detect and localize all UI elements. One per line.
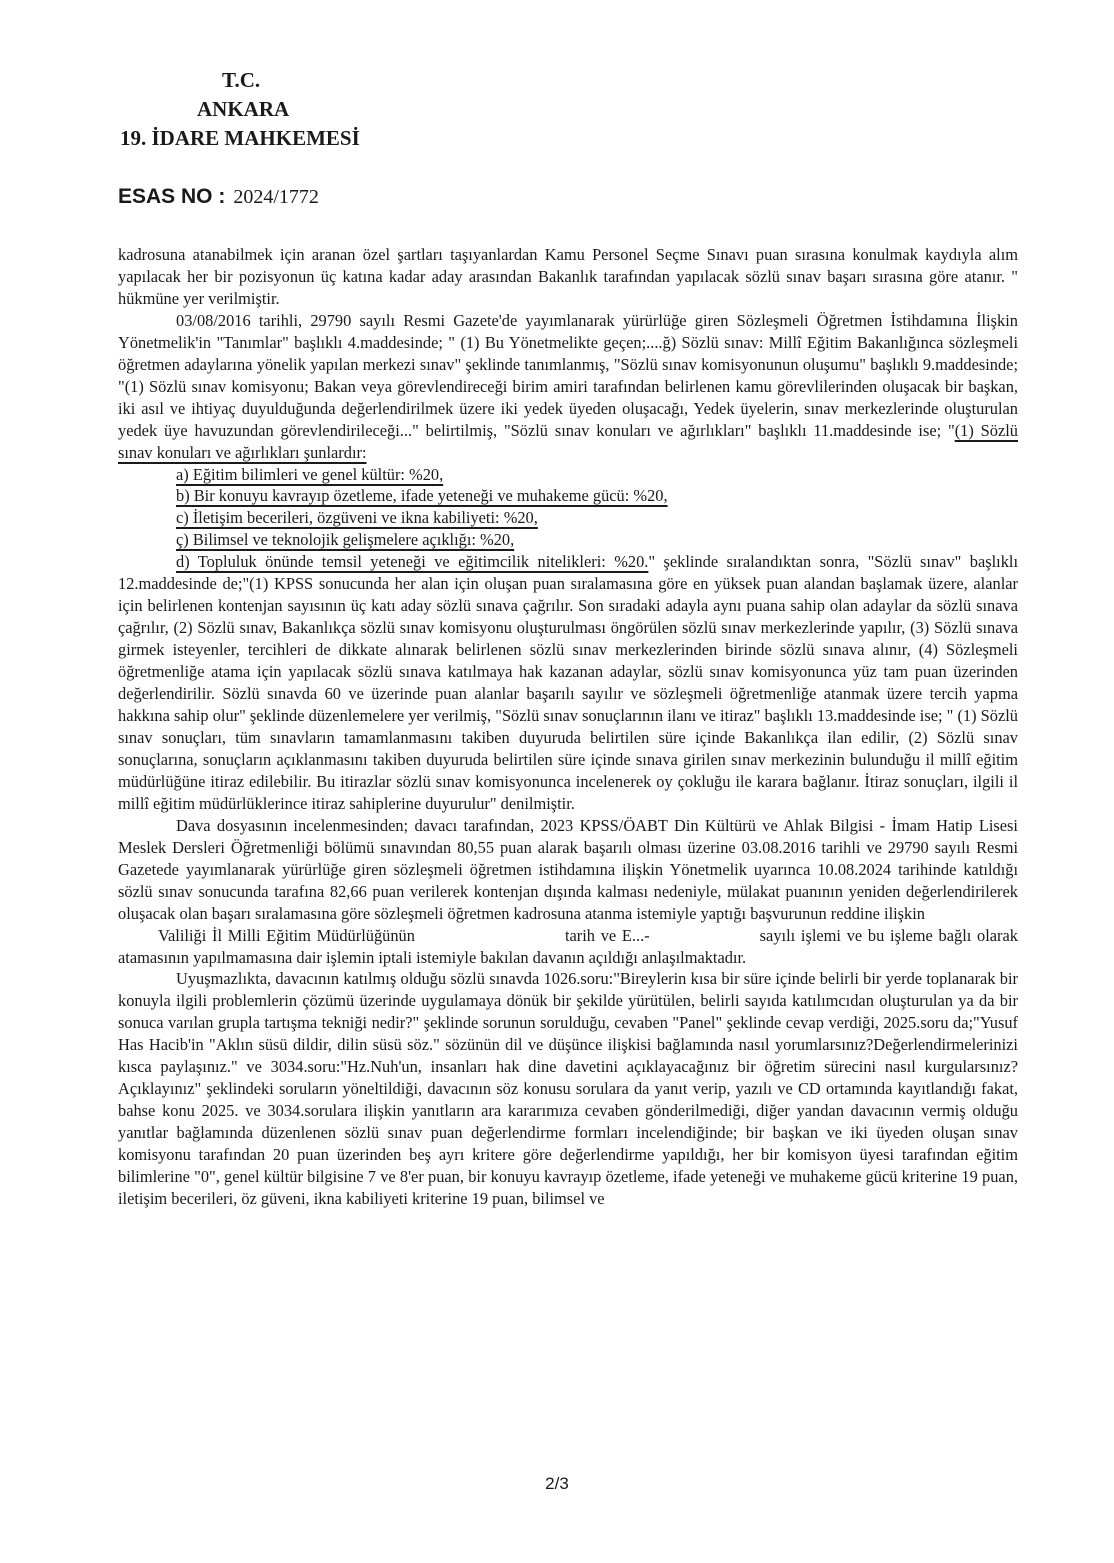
header-tc: T.C. bbox=[222, 68, 261, 92]
case-number-label: ESAS NO : bbox=[118, 185, 226, 208]
paragraph-3-continued: Valiliği İl Milli Eğitim Müdürlüğünün tarih ve E...- sayılı işlemi ve bu işleme bağlı olarak atamasının yapılmamasına dair işlemin iptali istemiyle bakılan davanın açıldığı anlaşılmaktadır. bbox=[118, 925, 1018, 967]
redacted-authority: Valiliği İl Milli Eğitim Müdürlüğünün bbox=[158, 925, 415, 945]
header-court-name: 19. İDARE MAHKEMESİ bbox=[120, 126, 360, 150]
case-number-line bbox=[118, 185, 319, 209]
criteria-item-b: b) Bir konuyu kavrayıp özetleme, ifade yeteneği ve muhakeme gücü: %20, bbox=[176, 486, 668, 506]
page-number: 2/3 bbox=[545, 1474, 569, 1493]
criteria-item-d-paragraph bbox=[118, 551, 1018, 814]
document-body bbox=[118, 244, 1018, 1210]
criteria-item-d: d) Topluluk önünde temsil yeteneği ve eğitimcilik nitelikleri: %20. bbox=[176, 552, 649, 572]
header-city: ANKARA bbox=[197, 97, 290, 121]
paragraph-2-underlined: (1) Sözlü sınav konuları ve ağırlıkları şunlardır: bbox=[118, 420, 1019, 462]
criteria-item-a: a) Eğitim bilimleri ve genel kültür: %20, bbox=[176, 464, 444, 484]
paragraph-2 bbox=[118, 310, 1018, 464]
regulation-text: " şeklinde sıralandıktan sonra, "Sözlü sınav" başlıklı 12.maddesinde de;"(1) KPSS sonucunda her alan için oluşan puan sıralamasına göre en yüksek puan alandan başlamak üzere, alanlar için belirlenen kontenjan sayısının üç katı aday sözlü sınava çağrılır. Son sıradaki adayla aynı puana sahip olan adaylar da sözlü sınava çağrılır, (2) Sözlü sınav, Bakanlıkça sözlü sınav komisyonu oluşturulması öngörülen sözlü sınav merkezlerinde yapılır, (3) Sözlü sınava girmek isteyenler, tercihleri de dikkate alınarak belirlenen sözlü sınav merkezlerinden birinde sözlü sınava alınır, (4) Sözleşmeli öğretmenliğe atama için yapılacak sözlü sınava katılmaya hak kazanan adaylar, sözlü sınav komisyonunca yüz tam puan üzerinden değerlendirilir. Sözlü sınavda 60 ve üzerinde puan alanlar başarılı sayılır ve sözleşmeli öğretmenliğe atanmak üzere tercih yapma hakkına sahip olur" şeklinde düzenlemelere yer verilmiş, "Sözlü sınav sonuçlarının ilanı ve itiraz" başlıklı 13.maddesinde ise; " (1) Sözlü sınav sonuçları, tüm sınavların tamamlanmasını takiben duyuruda belirtilen süre içinde Bakanlıkça ilan edilir, (2) Sözlü sınav sonuçlarına, sonuçların açıklanmasını takiben duyuruda belirtilen süre içinde sınava girilen sınav merkezinin bulunduğu il millî eğitim müdürlüğüne itiraz edilebilir. Bu itirazlar sözlü sınav komisyonunca incelenerek oy çokluğu ile karara bağlanır. İtiraz sonuçları, ilgili il millî eğitim müdürlüklerince itiraz sahiplerine duyurulur" denilmiştir. bbox=[118, 552, 1019, 813]
paragraph-4: Uyuşmazlıkta, davacının katılmış olduğu sözlü sınavda 1026.soru:"Bireylerin kısa bir süre içinde belirli bir yerde toplanarak bir konuyla ilgili problemlerin çözümü üzerinde uygulamaya dönük bir şekilde yürütülen, belirli sayıda katılımcıdan oluşturulan ya da bir sonuca varılan grupla tartışma tekniği nedir?" şeklinde sorunun sorulduğu, cevaben "Panel" şeklinde cevap verdiği, 2025.soru da;"Yusuf Has Hacib'in "Aklın süsü dildir, dilin süsü söz." sözünün dil ve düşünce ilişkisi bağlamında nasıl yorumlarsınız?Değerlendirmelerinizi kısca paylaşınız." ve 3034.soru:"Hz.Nuh'un, insanları hak dine davetini açıklayacağınız bir öğretim sürecini nasıl kurgularsınız?Açıklayınız" şeklindeki soruların yöneltildiği, davacının söz konusu sorulara da yanıt verip, yazılı ve CD ortamında kayıtlandığı fakat, bahse konu 2025. ve 3034.sorulara ilişkin yanıtların ara kararımıza cevaben gönderilmediği, diğer yandan davacının vermiş olduğu yanıtlar bağlamında düzenlenen sözlü sınav puan değerlendirme formları incelendiğinde; bir başkan ve iki üyeden oluşan sınav komisyonu tarafından 20 puan üzerinden beş ayrı kritere göre değerlendirme yapıldığı, her bir komisyon üyesi tarafından eğitim bilimlerine "0", genel kültür bilgisine 7 ve 8'er puan, bir konuyu kavrayıp özetleme, ifade yeteneği ve muhakeme gücü kriterine 19 puan, iletişim becerileri, öz güveni, ikna kabiliyeti kriterine 19 puan, bilimsel ve bbox=[118, 969, 1018, 1208]
case-number-value: 2024/1772 bbox=[233, 186, 319, 208]
criteria-item-c-cedilla: ç) Bilimsel ve teknolojik gelişmelere açıklığı: %20, bbox=[176, 530, 515, 550]
paragraph-3: Dava dosyasının incelenmesinden; davacı tarafından, 2023 KPSS/ÖABT Din Kültürü ve Ahlak Bilgisi - İmam Hatip Lisesi Meslek Dersleri Öğretmenliği bölümü sınavından 80,55 puan alarak başarılı olması üzerine 03.08.2016 tarihli ve 29790 sayılı Resmi Gazetede yayımlanarak yürürlüğe giren sözleşmeli öğretmen istihdamına ilişkin Yönetmelik uyarınca 10.08.2024 tarihinde katıldığı sözlü sınav sonucunda tarafına 82,66 puan verilerek kontenjan dışında kalması nedeniyle, mülakat puanının yeniden değerlendirilerek oluşacak olan başarı sıralamasına göre sözleşmeli öğretmen kadrosuna atanma istemiyle yaptığı başvurunun reddine ilişkin bbox=[118, 815, 1018, 923]
paragraph-1: kadrosuna atanabilmek için aranan özel şartları taşıyanlardan Kamu Personel Seçme Sınavı puan sırasına konulmak kaydıyla alım yapılacak her bir pozisyonun üç katına kadar aday arasından Bakanlık tarafından yapılacak sözlü sınav başarı sırasına göre atanır. " hükmüne yer verilmiştir. bbox=[118, 245, 1018, 308]
criteria-item-c: c) İletişim becerileri, özgüveni ve ikna kabiliyeti: %20, bbox=[176, 508, 538, 528]
paragraph-2-text: 03/08/2016 tarihli, 29790 sayılı Resmi Gazete'de yayımlanarak yürürlüğe giren Sözleşmeli Öğretmen İstihdamına İlişkin Yönetmelik'in "Tanımlar" başlıklı 4.maddesinde; " (1) Bu Yönetmelikte geçen;....ğ) Sözlü sınav: Millî Eğitim Bakanlığınca sözleşmeli öğretmen adaylarına yönelik yapılan merkezi sınav" şeklinde tanımlanmış, "Sözlü sınav komisyonunun oluşumu" başlıklı 9.maddesinde; "(1) Sözlü sınav komisyonu; Bakan veya görevlendireceği birim amiri tarafından belirlenen kamu görevlilerinden oluşacak bir başkan, iki asıl ve ihtiyaç duyulduğunda değerlendirilmek üzere iki yedek üyeden oluşacağı, Yedek üyelerin, sınav merkezlerinde oluşturulan yedek üye havuzundan görevlendirileceği..." belirtilmiş, "Sözlü sınav konuları ve ağırlıkları" başlıklı 11.maddesinde ise; " bbox=[118, 310, 1018, 440]
